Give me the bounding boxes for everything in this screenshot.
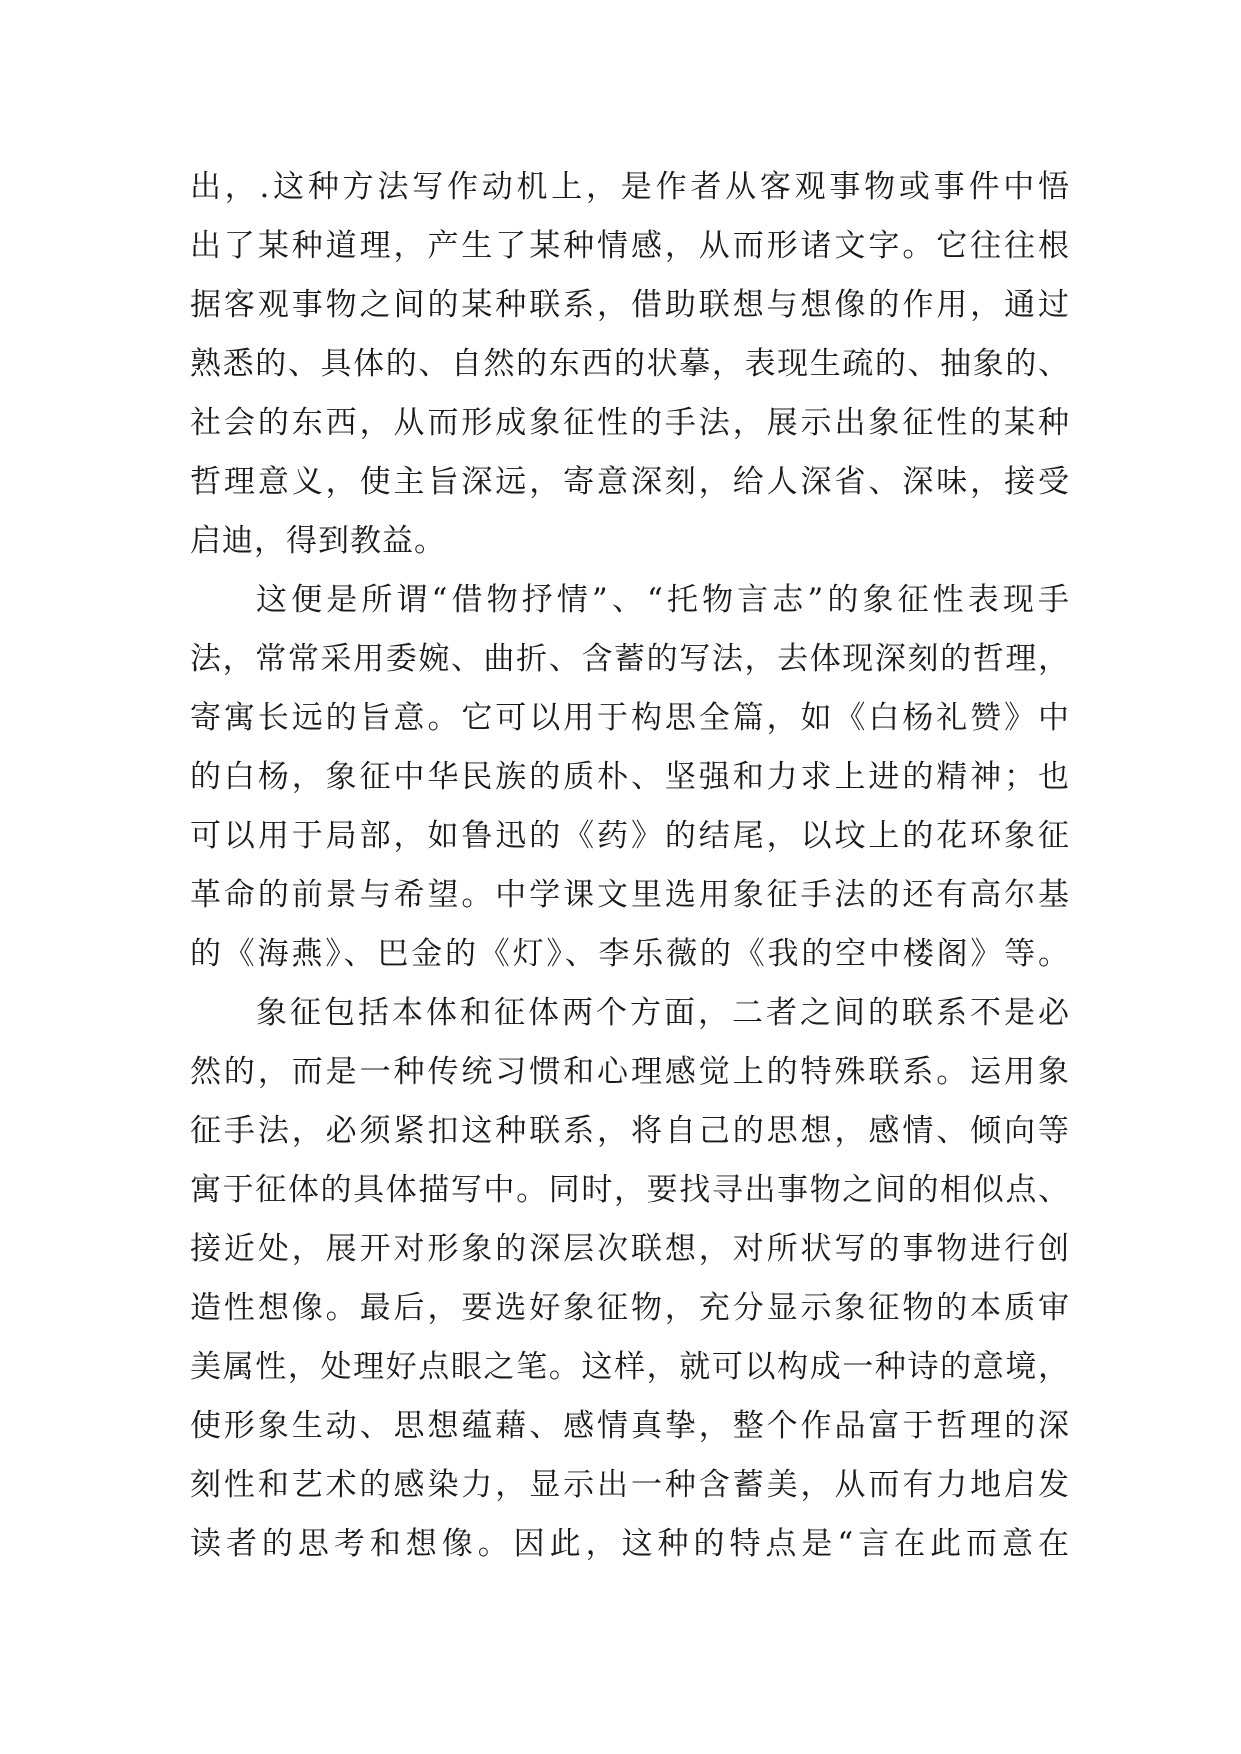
text-line: 出，.这种方法写作动机上，是作者从客观事物或事件中悟 bbox=[190, 169, 1070, 205]
text-line: 法，常常采用委婉、曲折、含蓄的写法，去体现深刻的哲理， bbox=[190, 641, 1070, 677]
text-line: 社会的东西，从而形成象征性的手法，展示出象征性的某种 bbox=[190, 405, 1070, 441]
text-line: 熟悉的、具体的、自然的东西的状摹，表现生疏的、抽象的、 bbox=[190, 346, 1070, 382]
text-line: 造性想像。最后，要选好象征物，充分显示象征物的本质审 bbox=[190, 1290, 1070, 1326]
text-line: 的白杨，象征中华民族的质朴、坚强和力求上进的精神；也 bbox=[190, 759, 1070, 795]
text-line: 接近处，展开对形象的深层次联想，对所状写的事物进行创 bbox=[190, 1231, 1070, 1267]
text-line: 刻性和艺术的感染力，显示出一种含蓄美，从而有力地启发 bbox=[190, 1467, 1070, 1503]
text-line: 然的，而是一种传统习惯和心理感觉上的特殊联系。运用象 bbox=[190, 1054, 1070, 1090]
text-line: 启迪，得到教益。 bbox=[190, 523, 446, 559]
text-line: 象征包括本体和征体两个方面，二者之间的联系不是必 bbox=[256, 995, 1070, 1031]
text-line: 这便是所谓“借物抒情”、“托物言志”的象征性表现手 bbox=[256, 582, 1070, 618]
text-line: 寄寓长远的旨意。它可以用于构思全篇，如《白杨礼赞》中 bbox=[190, 700, 1070, 736]
body-text bbox=[190, 158, 1070, 1574]
text-line: 寓于征体的具体描写中。同时，要找寻出事物之间的相似点、 bbox=[190, 1172, 1070, 1208]
text-line: 使形象生动、思想蕴藉、感情真挚，整个作品富于哲理的深 bbox=[190, 1408, 1070, 1444]
text-line: 哲理意义，使主旨深远，寄意深刻，给人深省、深味，接受 bbox=[190, 464, 1070, 500]
text-line: 的《海燕》、巴金的《灯》、李乐薇的《我的空中楼阁》等。 bbox=[190, 936, 1070, 972]
text-line: 出了某种道理，产生了某种情感，从而形诸文字。它往往根 bbox=[190, 228, 1070, 264]
text-line: 美属性，处理好点眼之笔。这样，就可以构成一种诗的意境， bbox=[190, 1349, 1070, 1385]
text-line: 革命的前景与希望。中学课文里选用象征手法的还有高尔基 bbox=[190, 877, 1070, 913]
text-line: 可以用于局部，如鲁迅的《药》的结尾，以坟上的花环象征 bbox=[190, 818, 1070, 854]
text-line: 征手法，必须紧扣这种联系，将自己的思想，感情、倾向等 bbox=[190, 1113, 1070, 1149]
text-line: 读者的思考和想像。因此，这种的特点是“言在此而意在 bbox=[190, 1526, 1070, 1562]
text-line: 据客观事物之间的某种联系，借助联想与想像的作用，通过 bbox=[190, 287, 1070, 323]
